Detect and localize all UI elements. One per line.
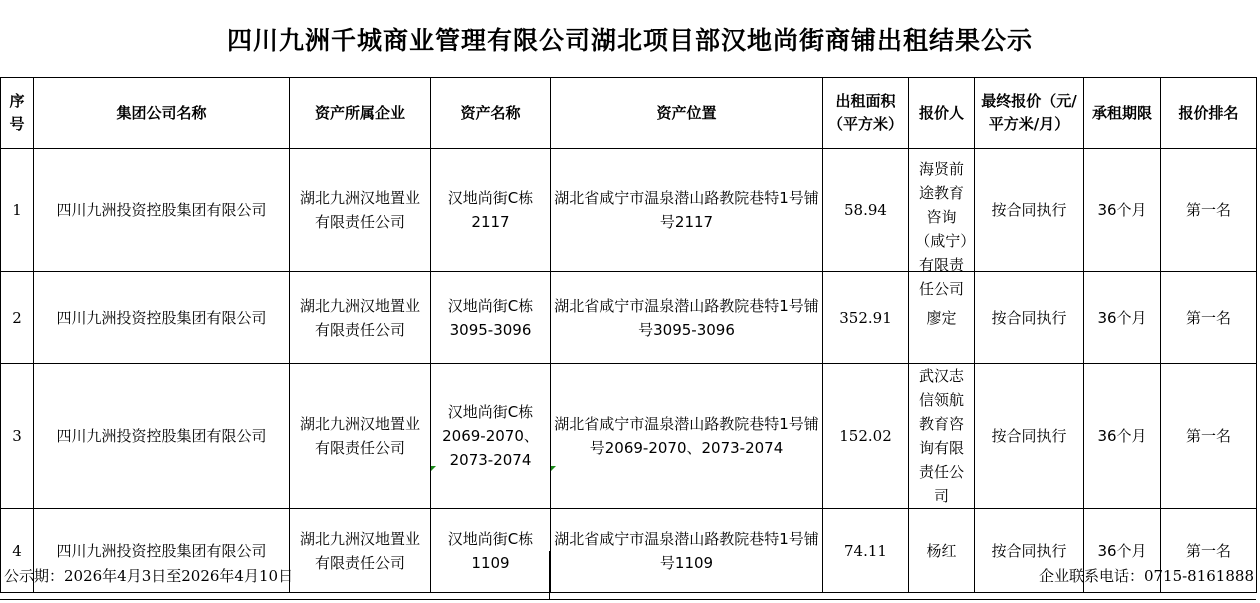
cell-final-price: 按合同执行 (975, 149, 1084, 272)
table-row (1, 364, 1257, 509)
cell-area: 152.02 (823, 364, 909, 509)
cell-final-price: 按合同执行 (975, 509, 1084, 593)
cell-term: 36个月 (1084, 509, 1161, 593)
cell-asset-name: 汉地尚街C栋1109 (431, 509, 551, 593)
cell-rank: 第一名 (1161, 509, 1257, 593)
cell-location: 湖北省咸宁市温泉潜山路教院巷特1号铺号3095-3096 (551, 272, 823, 364)
footer-divider (549, 551, 550, 599)
col-header-rank: 报价排名 (1161, 78, 1257, 149)
cell-term: 36个月 (1084, 149, 1161, 272)
cell-group: 四川九洲投资控股集团有限公司 (34, 149, 290, 272)
cell-bidder: 杨红 (909, 509, 975, 593)
cell-owner: 湖北九洲汉地置业有限责任公司 (290, 272, 431, 364)
publicity-period: 公示期：2026年4月3日至2026年4月10日 (4, 566, 294, 585)
cell-term: 36个月 (1084, 364, 1161, 509)
col-header-asset-name: 资产名称 (431, 78, 551, 149)
cell-final-price: 按合同执行 (975, 272, 1084, 364)
cell-marker (431, 466, 436, 471)
table-row (1, 272, 1257, 364)
cell-bidder (909, 149, 975, 298)
cell-asset-name: 汉地尚街C栋3095-3096 (431, 272, 551, 364)
col-header-final-price: 最终报价（元/平方米/月） (975, 78, 1084, 149)
cell-rank: 第一名 (1161, 149, 1257, 272)
cell-bidder: 廖定 (909, 272, 975, 364)
contact-phone: 企业联系电话：0715-8161888 (1038, 566, 1254, 585)
col-header-area: 出租面积（平方米） (823, 78, 909, 149)
cell-bidder-text: 海贤前途教育咨询（咸宁）有限责任公司 (915, 160, 968, 298)
cell-owner: 湖北九洲汉地置业有限责任公司 (290, 509, 431, 593)
cell-area: 352.91 (823, 272, 909, 364)
cell-group: 四川九洲投资控股集团有限公司 (34, 272, 290, 364)
cell-seq: 1 (1, 149, 34, 272)
cell-area: 74.11 (823, 509, 909, 593)
cell-location: 湖北省咸宁市温泉潜山路教院巷特1号铺号2117 (551, 149, 823, 272)
cell-seq: 4 (1, 509, 34, 593)
col-header-owner: 资产所属企业 (290, 78, 431, 149)
cell-owner: 湖北九洲汉地置业有限责任公司 (290, 364, 431, 509)
cell-asset-name: 汉地尚街C栋2069-2070、2073-2074 (431, 364, 551, 509)
cell-group: 四川九洲投资控股集团有限公司 (34, 509, 290, 593)
cell-group: 四川九洲投资控股集团有限公司 (34, 364, 290, 509)
col-header-term: 承租期限 (1084, 78, 1161, 149)
cell-rank: 第一名 (1161, 272, 1257, 364)
cell-location: 湖北省咸宁市温泉潜山路教院巷特1号铺号1109 (551, 509, 823, 593)
cell-final-price: 按合同执行 (975, 364, 1084, 509)
table-row (1, 149, 1257, 272)
col-header-bidder: 报价人 (909, 78, 975, 149)
cell-marker (551, 466, 556, 471)
header-row (1, 78, 1257, 149)
footer-row (0, 551, 1256, 600)
cell-owner: 湖北九洲汉地置业有限责任公司 (290, 149, 431, 272)
page-title: 四川九洲千城商业管理有限公司湖北项目部汉地尚街商铺出租结果公示 (226, 25, 1033, 55)
col-header-location: 资产位置 (551, 78, 823, 149)
col-header-group: 集团公司名称 (34, 78, 290, 149)
results-table (0, 77, 1257, 593)
cell-seq: 3 (1, 364, 34, 509)
cell-asset-name: 汉地尚街C栋2117 (431, 149, 551, 272)
cell-area: 58.94 (823, 149, 909, 272)
cell-bidder: 武汉志信领航教育咨询有限责任公司 (909, 364, 975, 509)
cell-location: 湖北省咸宁市温泉潜山路教院巷特1号铺号2069-2070、2073-2074 (551, 364, 823, 509)
cell-rank: 第一名 (1161, 364, 1257, 509)
cell-term: 36个月 (1084, 272, 1161, 364)
col-header-seq: 序号 (1, 78, 34, 149)
cell-seq: 2 (1, 272, 34, 364)
